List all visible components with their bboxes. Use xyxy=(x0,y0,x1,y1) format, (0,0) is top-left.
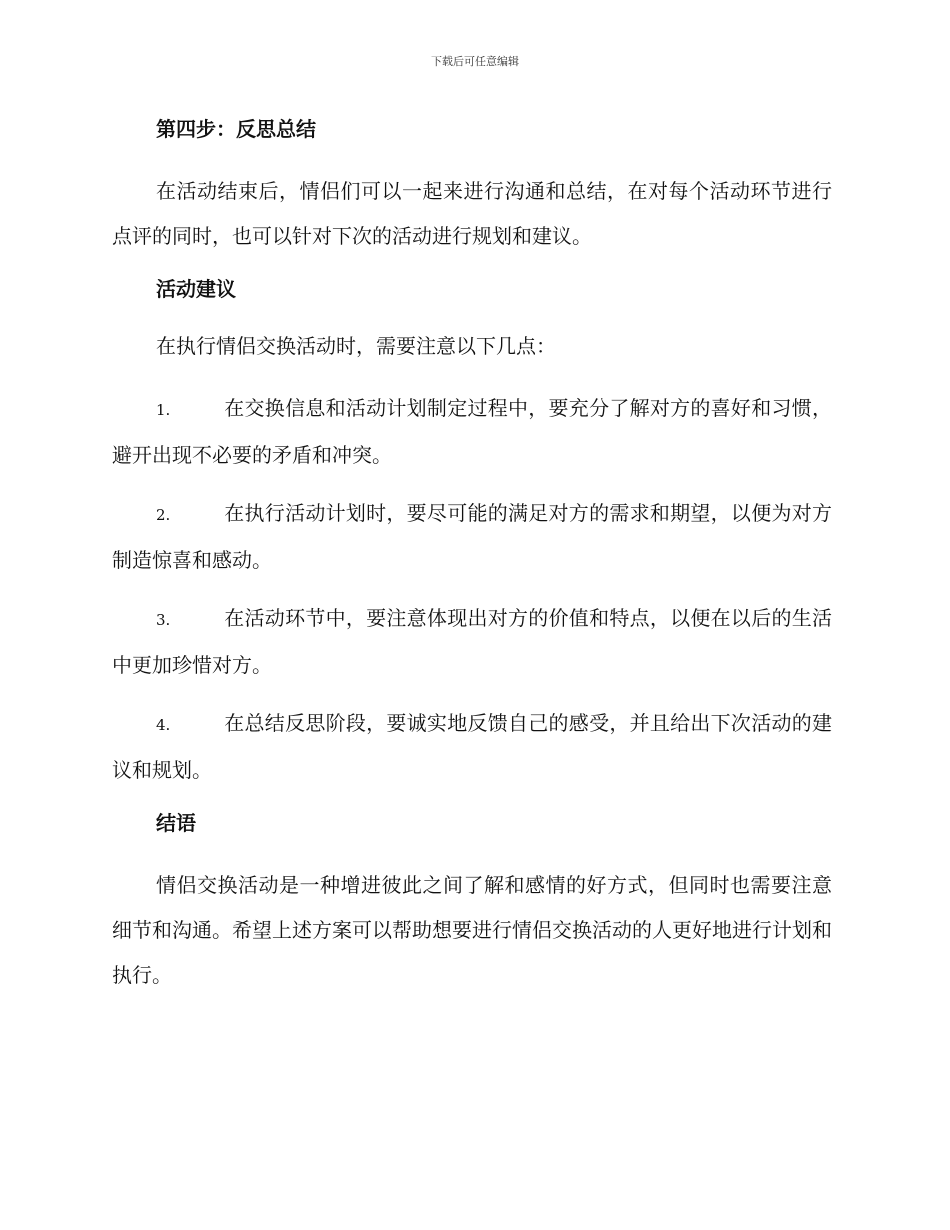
list-item-number: 4. xyxy=(156,716,171,734)
list-item xyxy=(112,701,832,793)
paragraph-advice-intro: 在执行情侣交换活动时，需要注意以下几点： xyxy=(156,334,556,358)
paragraph-conclusion: 情侣交换活动是一种增进彼此之间了解和感情的好方式，但同时也需要注意细节和沟通。希望上述方案可以帮助想要进行情侣交换活动的人更好地进行计划和执行。 xyxy=(112,873,832,987)
list-item xyxy=(112,596,832,688)
list-item-number: 1. xyxy=(156,401,171,419)
list-item-text: 在总结反思阶段，要诚实地反馈自己的感受，并且给出下次活动的建议和规划。 xyxy=(112,711,832,782)
list-item-number: 2. xyxy=(156,506,171,524)
list-item-text: 在活动环节中，要注意体现出对方的价值和特点，以便在以后的生活中更加珍惜对方。 xyxy=(112,606,832,677)
section-heading-advice: 活动建议 xyxy=(156,277,236,301)
list-item xyxy=(112,491,832,583)
list-item-text: 在执行活动计划时，要尽可能的满足对方的需求和期望，以便为对方制造惊喜和感动。 xyxy=(112,501,832,572)
paragraph-step4: 在活动结束后，情侣们可以一起来进行沟通和总结，在对每个活动环节进行点评的同时，也可以针对下次的活动进行规划和建议。 xyxy=(112,179,832,248)
list-item xyxy=(112,386,832,478)
section-heading-conclusion: 结语 xyxy=(156,811,196,835)
list-item-number: 3. xyxy=(156,611,171,629)
page-header: 下载后可任意编辑 xyxy=(431,55,519,68)
list-item-text: 在交换信息和活动计划制定过程中，要充分了解对方的喜好和习惯，避开出现不必要的矛盾和冲突。 xyxy=(112,396,832,467)
section-heading-step4: 第四步：反思总结 xyxy=(156,117,316,141)
document-body xyxy=(112,112,832,1011)
